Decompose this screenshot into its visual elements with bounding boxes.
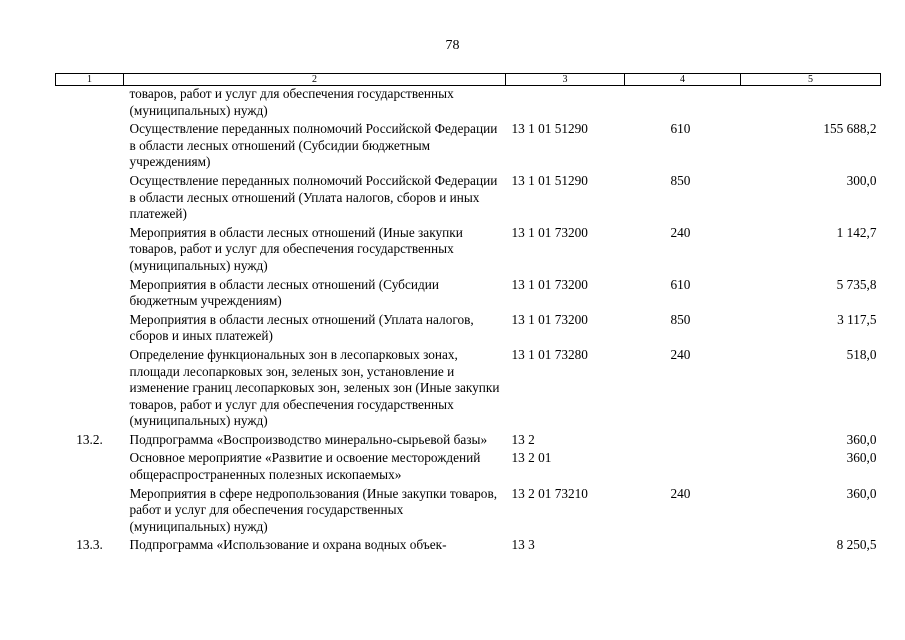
row-expense-type: 610 [670, 276, 691, 292]
row-name: Осуществление переданных полномочий Российской Федерации в области лесных отношений (Уплата налогов, сборов и иных платежей) [129, 172, 498, 222]
row-number [56, 225, 124, 277]
row-number [56, 312, 124, 347]
row-name: Мероприятия в области лесных отношений (Субсидии бюджетным учреждениям) [129, 276, 439, 309]
row-code: 13 1 01 73280 [511, 346, 588, 362]
table-row [56, 432, 881, 451]
row-number [56, 173, 124, 225]
row-code: 13 1 01 73200 [511, 224, 588, 240]
table-row [56, 486, 881, 538]
row-code: 13 3 [511, 537, 535, 553]
table-row [56, 225, 881, 277]
row-sum [741, 86, 881, 122]
table-row [56, 312, 881, 347]
row-code: 13 1 01 51290 [511, 121, 588, 137]
table-row [56, 450, 881, 485]
column-header-3: 3 [506, 74, 625, 86]
row-name: Мероприятия в области лесных отношений (Уплата налогов, сборов и иных платежей) [129, 311, 474, 344]
row-expense-type: 240 [670, 346, 691, 362]
table-header-row [56, 74, 881, 86]
row-expense-type: 610 [670, 121, 691, 137]
table-row [56, 173, 881, 225]
row-sum: 1 142,7 [836, 224, 877, 240]
row-code [506, 86, 625, 122]
row-sum: 518,0 [846, 346, 877, 362]
row-sum: 360,0 [846, 431, 877, 447]
row-code: 13 1 01 73200 [511, 311, 588, 327]
table-row [56, 277, 881, 312]
row-name: Осуществление переданных полномочий Российской Федерации в области лесных отношений (Субсидии бюджетным учреждениям) [129, 121, 498, 170]
row-sum: 300,0 [846, 172, 877, 188]
row-sum: 360,0 [846, 450, 877, 466]
row-number [56, 486, 124, 538]
table-row [56, 537, 881, 556]
table-row [56, 121, 881, 173]
row-expense-type [625, 86, 741, 122]
row-expense-type: 850 [670, 172, 691, 188]
row-number [56, 347, 124, 432]
row-number [56, 450, 124, 485]
row-name: Подпрограмма «Воспроизводство минерально-сырьевой базы» [129, 431, 488, 447]
row-name: товаров, работ и услуг для обеспечения государственных (муниципальных) нужд) [129, 86, 454, 118]
row-expense-type [625, 450, 741, 485]
column-header-5: 5 [741, 74, 881, 86]
table-row [56, 347, 881, 432]
row-number [56, 121, 124, 173]
row-expense-type [625, 432, 741, 451]
column-header-2: 2 [124, 74, 506, 86]
row-sum: 360,0 [846, 485, 877, 501]
row-expense-type: 240 [670, 485, 691, 501]
row-number [56, 277, 124, 312]
column-header-1: 1 [56, 74, 124, 86]
row-sum: 5 735,8 [836, 276, 877, 292]
row-code: 13 2 01 73210 [511, 485, 588, 501]
row-expense-type: 240 [670, 224, 691, 240]
row-code: 13 1 01 51290 [511, 172, 588, 188]
row-name: Мероприятия в области лесных отношений (Иные закупки товаров, работ и услуг для обеспечения государственных (муниципальных) нужд) [129, 224, 463, 273]
row-name: Подпрограмма «Использование и охрана водных объек- [129, 537, 447, 553]
row-code: 13 2 01 [511, 450, 552, 466]
row-code: 13 2 [511, 431, 535, 447]
budget-table [55, 73, 881, 556]
row-sum: 155 688,2 [823, 121, 877, 137]
row-code: 13 1 01 73200 [511, 276, 588, 292]
row-name: Мероприятия в сфере недропользования (Иные закупки товаров, работ и услуг для обеспечения государственных (муниципальных) нужд) [129, 485, 498, 534]
column-header-4: 4 [625, 74, 741, 86]
row-expense-type [625, 537, 741, 556]
row-sum: 3 117,5 [837, 311, 877, 327]
table-row [56, 86, 881, 122]
row-number: 13.2. [76, 431, 103, 447]
row-number [56, 86, 124, 122]
row-sum: 8 250,5 [836, 537, 877, 553]
row-number: 13.3. [76, 537, 103, 553]
page-number: 78 [445, 38, 460, 53]
row-name: Основное мероприятие «Развитие и освоение месторождений общераспространенных полезных ископаемых» [129, 450, 481, 483]
row-expense-type: 850 [670, 311, 691, 327]
row-name: Определение функциональных зон в лесопарковых зонах, площади лесопарковых зон, зеленых зон, установление и изменение границ лесопарковых зон, зеленых зон (Иные закупки товаров, работ и услуг для обеспечения государственных (муниципальных) нужд) [129, 346, 500, 429]
